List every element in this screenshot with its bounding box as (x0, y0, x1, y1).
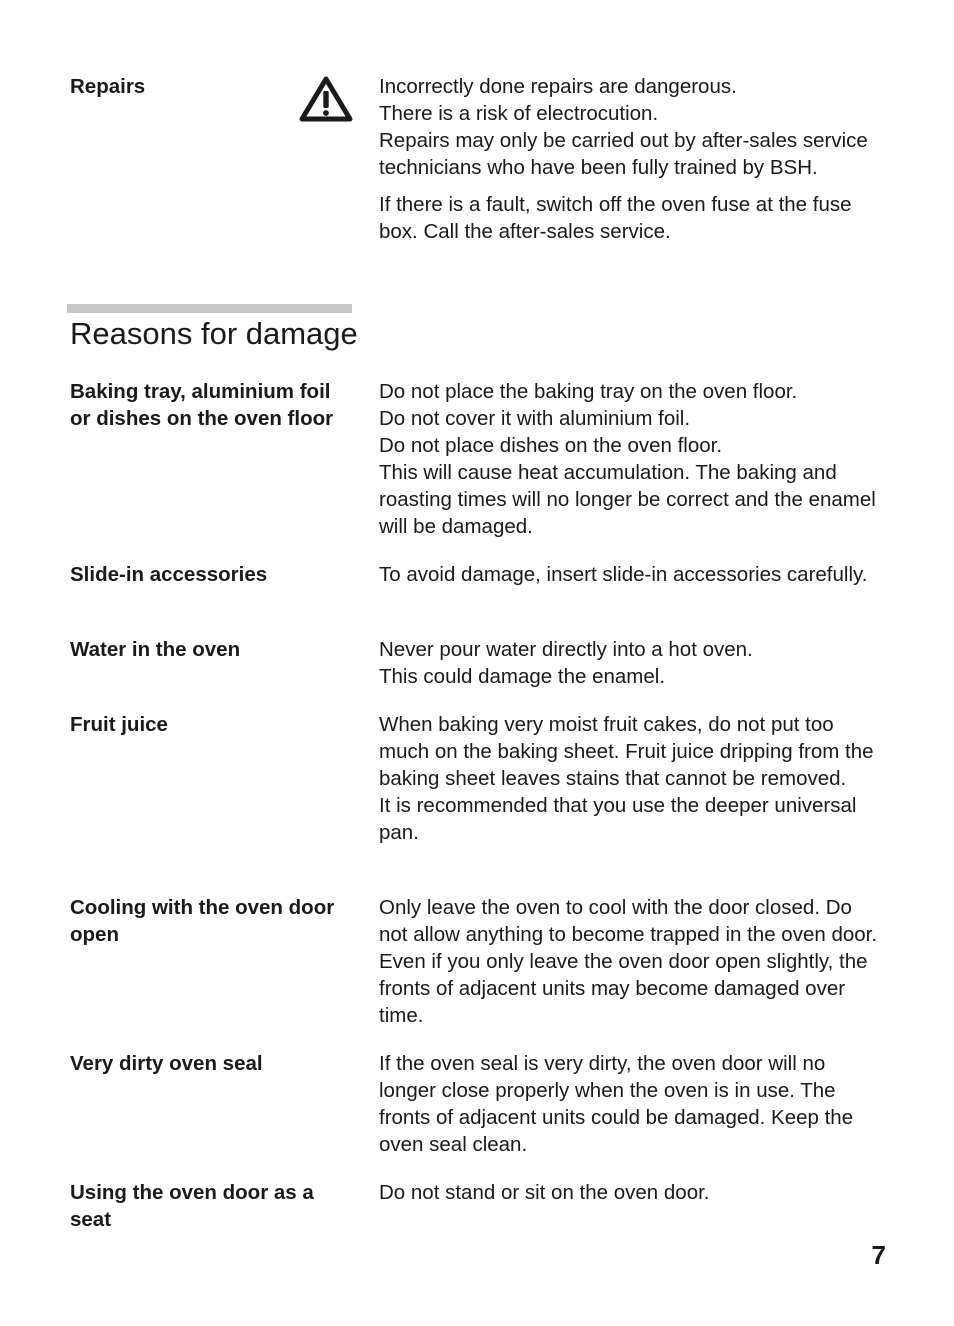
page-number: 7 (871, 1240, 886, 1270)
item-label: Water in the oven (70, 638, 241, 661)
item-description (379, 1179, 884, 1206)
item-line: Do not place dishes on the oven floor. (379, 434, 723, 457)
item-label: Using the oven door as a seat (70, 1181, 314, 1231)
item-line: To avoid damage, insert slide-in accessories carefully. (379, 563, 868, 586)
item-description (379, 894, 884, 1029)
item-label: Baking tray, aluminium foil or dishes on the oven floor (70, 380, 334, 430)
item-line: When baking very moist fruit cakes, do not put too much on the baking sheet. Fruit juice dripping from the baking sheet leaves stains that cannot be removed. (379, 713, 874, 790)
repairs-note: If there is a fault, switch off the oven fuse at the fuse box. Call the after-sales service. (379, 193, 852, 243)
item-line: Never pour water directly into a hot oven. (379, 638, 753, 661)
item-line: This will cause heat accumulation. The baking and roasting times will no longer be correct and the enamel will be damaged. (379, 461, 876, 538)
item-line: Only leave the oven to cool with the door closed. Do not allow anything to become trapped in the oven door. Even if you only leave the oven door open slightly, the fronts of adjacent units may become damaged over time. (379, 896, 878, 1027)
repairs-text (379, 73, 884, 245)
item-line: Do not cover it with aluminium foil. (379, 407, 691, 430)
item-line: Do not stand or sit on the oven door. (379, 1181, 710, 1204)
item-label: Slide-in accessories (70, 563, 268, 586)
item-label: Very dirty oven seal (70, 1052, 263, 1075)
repairs-line: Repairs may only be carried out by after-sales service technicians who have been fully trained by BSH. (379, 129, 868, 179)
item-description (379, 378, 884, 540)
repairs-label: Repairs (70, 75, 146, 98)
item-description (379, 1050, 884, 1158)
item-description (379, 561, 884, 588)
warning-triangle-icon (298, 75, 354, 123)
section-divider (67, 304, 352, 313)
section-title: Reasons for damage (70, 316, 358, 351)
repairs-line: There is a risk of electrocution. (379, 102, 659, 125)
item-line: This could damage the enamel. (379, 665, 666, 688)
item-line: Do not place the baking tray on the oven floor. (379, 380, 798, 403)
item-label: Cooling with the oven door open (70, 896, 335, 946)
item-description (379, 711, 884, 846)
repairs-line: Incorrectly done repairs are dangerous. (379, 75, 737, 98)
item-description (379, 636, 884, 690)
item-line: If the oven seal is very dirty, the oven door will no longer close properly when the oven is in use. The fronts of adjacent units could be damaged. Keep the oven seal clean. (379, 1052, 854, 1156)
item-line: It is recommended that you use the deeper universal pan. (379, 794, 857, 844)
item-label: Fruit juice (70, 713, 168, 736)
